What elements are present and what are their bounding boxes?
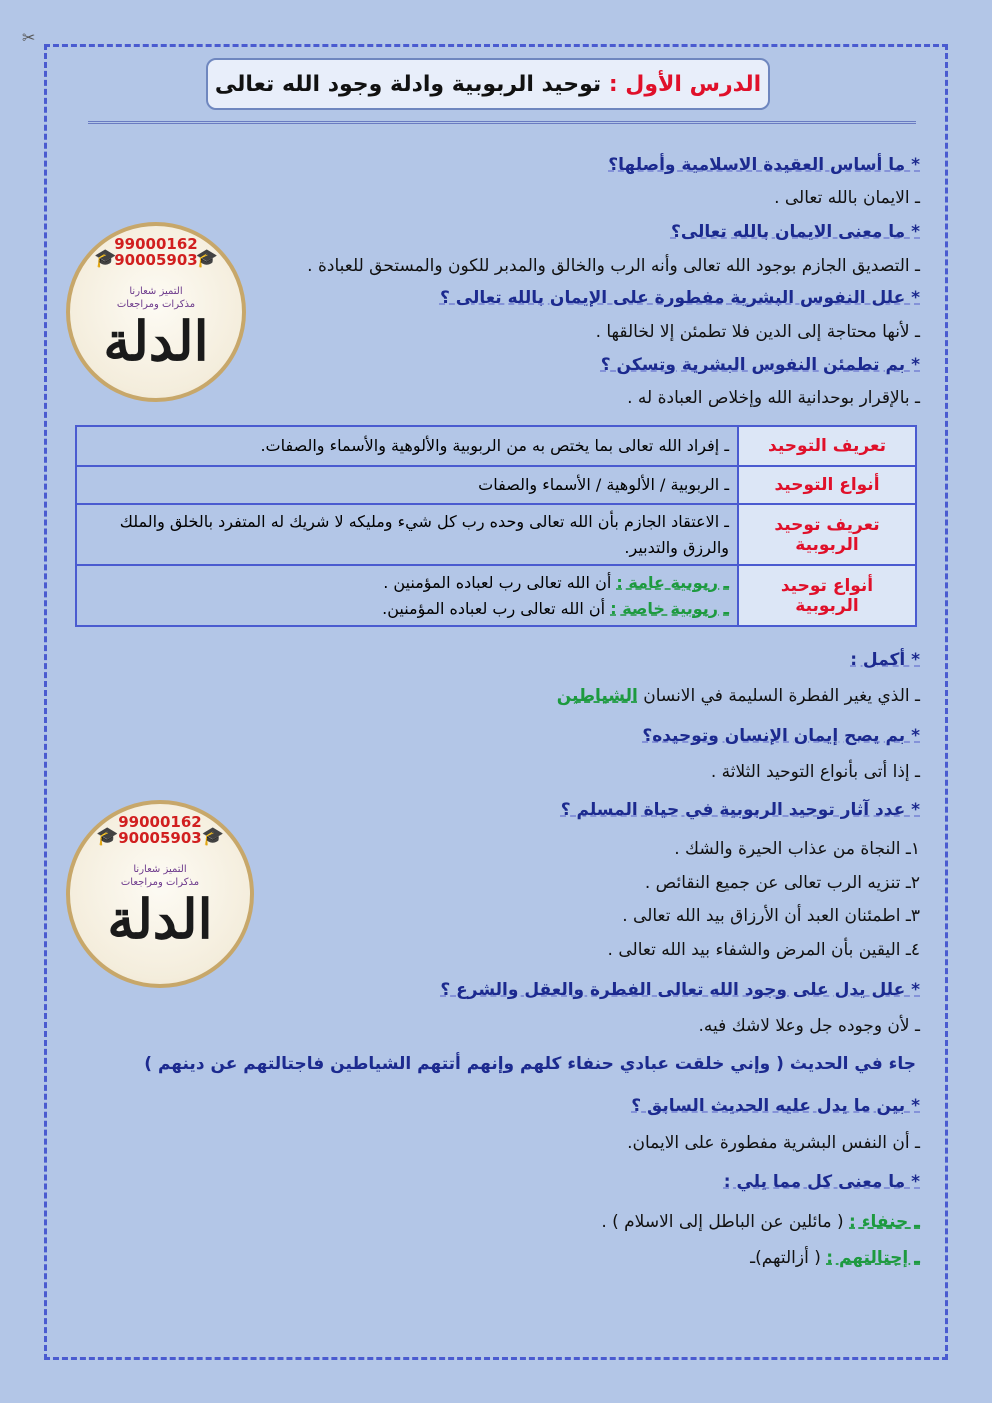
meaning-term: ـ حنفاء :	[849, 1212, 920, 1232]
logo-slogan: التميز شعارنا	[133, 864, 187, 875]
answer-4: ـ بالإقرار بوحدانية الله وإخلاص العبادة له .	[627, 388, 920, 408]
table-label: أنواع توحيد الربوبية	[738, 565, 916, 626]
answer-6: ـ لأن وجوده جل وعلا لاشك فيه.	[698, 1016, 920, 1036]
table-value: ـ الربوبية / الألوهية / الأسماء والصفات	[76, 466, 738, 504]
effect-item: ٤ـ اليقين بأن المرض والشفاء بيد الله تعالى .	[607, 940, 920, 960]
question-4: * بم تطمئن النفوس البشرية وتسكن ؟	[600, 355, 920, 375]
answer-2: ـ التصديق الجازم بوجود الله تعالى وأنه الرب والخالق والمدبر للكون والمستحق للعبادة .	[307, 256, 920, 276]
type-name: ـ ربوبية عامة :	[616, 573, 729, 593]
question-6: * علل يدل على وجود الله تعالى الفطرة والعقل والشرع ؟	[440, 980, 920, 1000]
graduate-icon: 🎓	[96, 826, 119, 847]
meaning-def: ( مائلين عن الباطل إلى الاسلام ) .	[601, 1212, 844, 1232]
meanings-question: * ما معنى كل مما يلي :	[723, 1172, 920, 1192]
effect-item: ٢ـ تنزيه الرب تعالى عن جميع النقائص .	[644, 873, 920, 893]
scissors-icon: ✂	[22, 28, 36, 47]
graduate-icon: 🎓	[94, 248, 117, 269]
logo-subtitle: مذكرات ومراجعات	[116, 299, 196, 310]
complete-heading: * أكمل :	[850, 650, 920, 670]
table-row	[76, 504, 916, 565]
meaning-item	[601, 1212, 920, 1232]
logo-phone-2: 90005903	[114, 251, 198, 269]
table-row	[76, 426, 916, 466]
logo-phone-1: 99000162	[118, 813, 202, 831]
type-desc: أن الله تعالى رب لعباده المؤمنين .	[383, 573, 612, 593]
table-value: ـ إفراد الله تعالى بما يختص به من الربوبية والألوهية والأسماء والصفات.	[76, 426, 738, 466]
lesson-title-box	[206, 58, 770, 110]
logo-stamp	[66, 800, 254, 988]
answer-7: ـ أن النفس البشرية مفطورة على الايمان.	[627, 1133, 920, 1153]
table-label: أنواع التوحيد	[738, 466, 916, 504]
logo-name: الدلة	[107, 887, 213, 951]
effect-item: ٣ـ اطمئنان العبد أن الأرزاق بيد الله تعالى .	[622, 906, 920, 926]
answer-1: ـ الايمان بالله تعالى .	[774, 188, 920, 208]
logo-phone-2: 90005903	[118, 829, 202, 847]
logo-slogan: التميز شعارنا	[129, 286, 183, 297]
rububiyya-type-special	[85, 596, 729, 622]
question-1: * ما أساس العقيدة الاسلامية وأصلها؟	[608, 155, 920, 175]
type-desc: أن الله تعالى رب لعباده المؤمنين.	[382, 598, 606, 618]
answer-5: ـ إذا أتى بأنواع التوحيد الثلاثة .	[710, 762, 920, 782]
question-2: * ما معنى الايمان بالله تعالى؟	[670, 222, 920, 242]
logo-subtitle: مذكرات ومراجعات	[120, 877, 200, 888]
logo-name: الدلة	[103, 309, 209, 373]
hadith-text: جاء في الحديث ( وإني خلقت عبادي حنفاء كلهم وإنهم أتتهم الشياطين فاجتالتهم عن دينهم )	[144, 1054, 916, 1074]
complete-answer: الشياطين	[556, 686, 638, 706]
question-5: * بم يصح إيمان الإنسان وتوحيده؟	[642, 726, 920, 746]
effect-item: ١ـ النجاة من عذاب الحيرة والشك .	[674, 839, 920, 859]
lesson-title: توحيد الربوبية وادلة وجود الله تعالى	[214, 71, 602, 97]
rububiyya-type-general	[85, 570, 729, 596]
meaning-def: ( أزالتهم)ـ	[750, 1248, 821, 1268]
graduate-icon: 🎓	[201, 826, 224, 847]
logo-stamp	[66, 222, 246, 402]
meaning-term: ـ إجتالتهم :	[826, 1248, 920, 1268]
table-value: ـ الاعتقاد الجازم بأن الله تعالى وحده رب كل شيء ومليكه لا شريك له المتفرد بالخلق والملك والرزق والتدبير.	[76, 504, 738, 565]
complete-text: ـ الذي يغير الفطرة السليمة في الانسان	[643, 686, 920, 706]
table-value	[76, 565, 738, 626]
table-row	[76, 565, 916, 626]
complete-sentence	[557, 686, 920, 706]
graduate-icon: 🎓	[195, 248, 218, 269]
question-7: * بين ما يدل عليه الحديث السابق ؟	[631, 1096, 920, 1116]
tawheed-table	[75, 425, 917, 627]
table-label: تعريف توحيد الربوبية	[738, 504, 916, 565]
answer-3: ـ لأنها محتاجة إلى الدين فلا تطمئن إلا لخالقها .	[595, 322, 920, 342]
question-3: * علل النفوس البشرية مفطورة على الإيمان بالله تعالى ؟	[439, 288, 920, 308]
title-separator	[88, 121, 916, 124]
lesson-number: الدرس الأول :	[608, 71, 762, 97]
meaning-item	[750, 1248, 920, 1268]
table-label: تعريف التوحيد	[738, 426, 916, 466]
effects-question: * عدد آثار توحيد الربوبية في حياة المسلم ؟	[560, 800, 920, 820]
type-name: ـ ربوبية خاصة :	[610, 598, 729, 618]
logo-phone-1: 99000162	[114, 235, 198, 253]
table-row	[76, 466, 916, 504]
